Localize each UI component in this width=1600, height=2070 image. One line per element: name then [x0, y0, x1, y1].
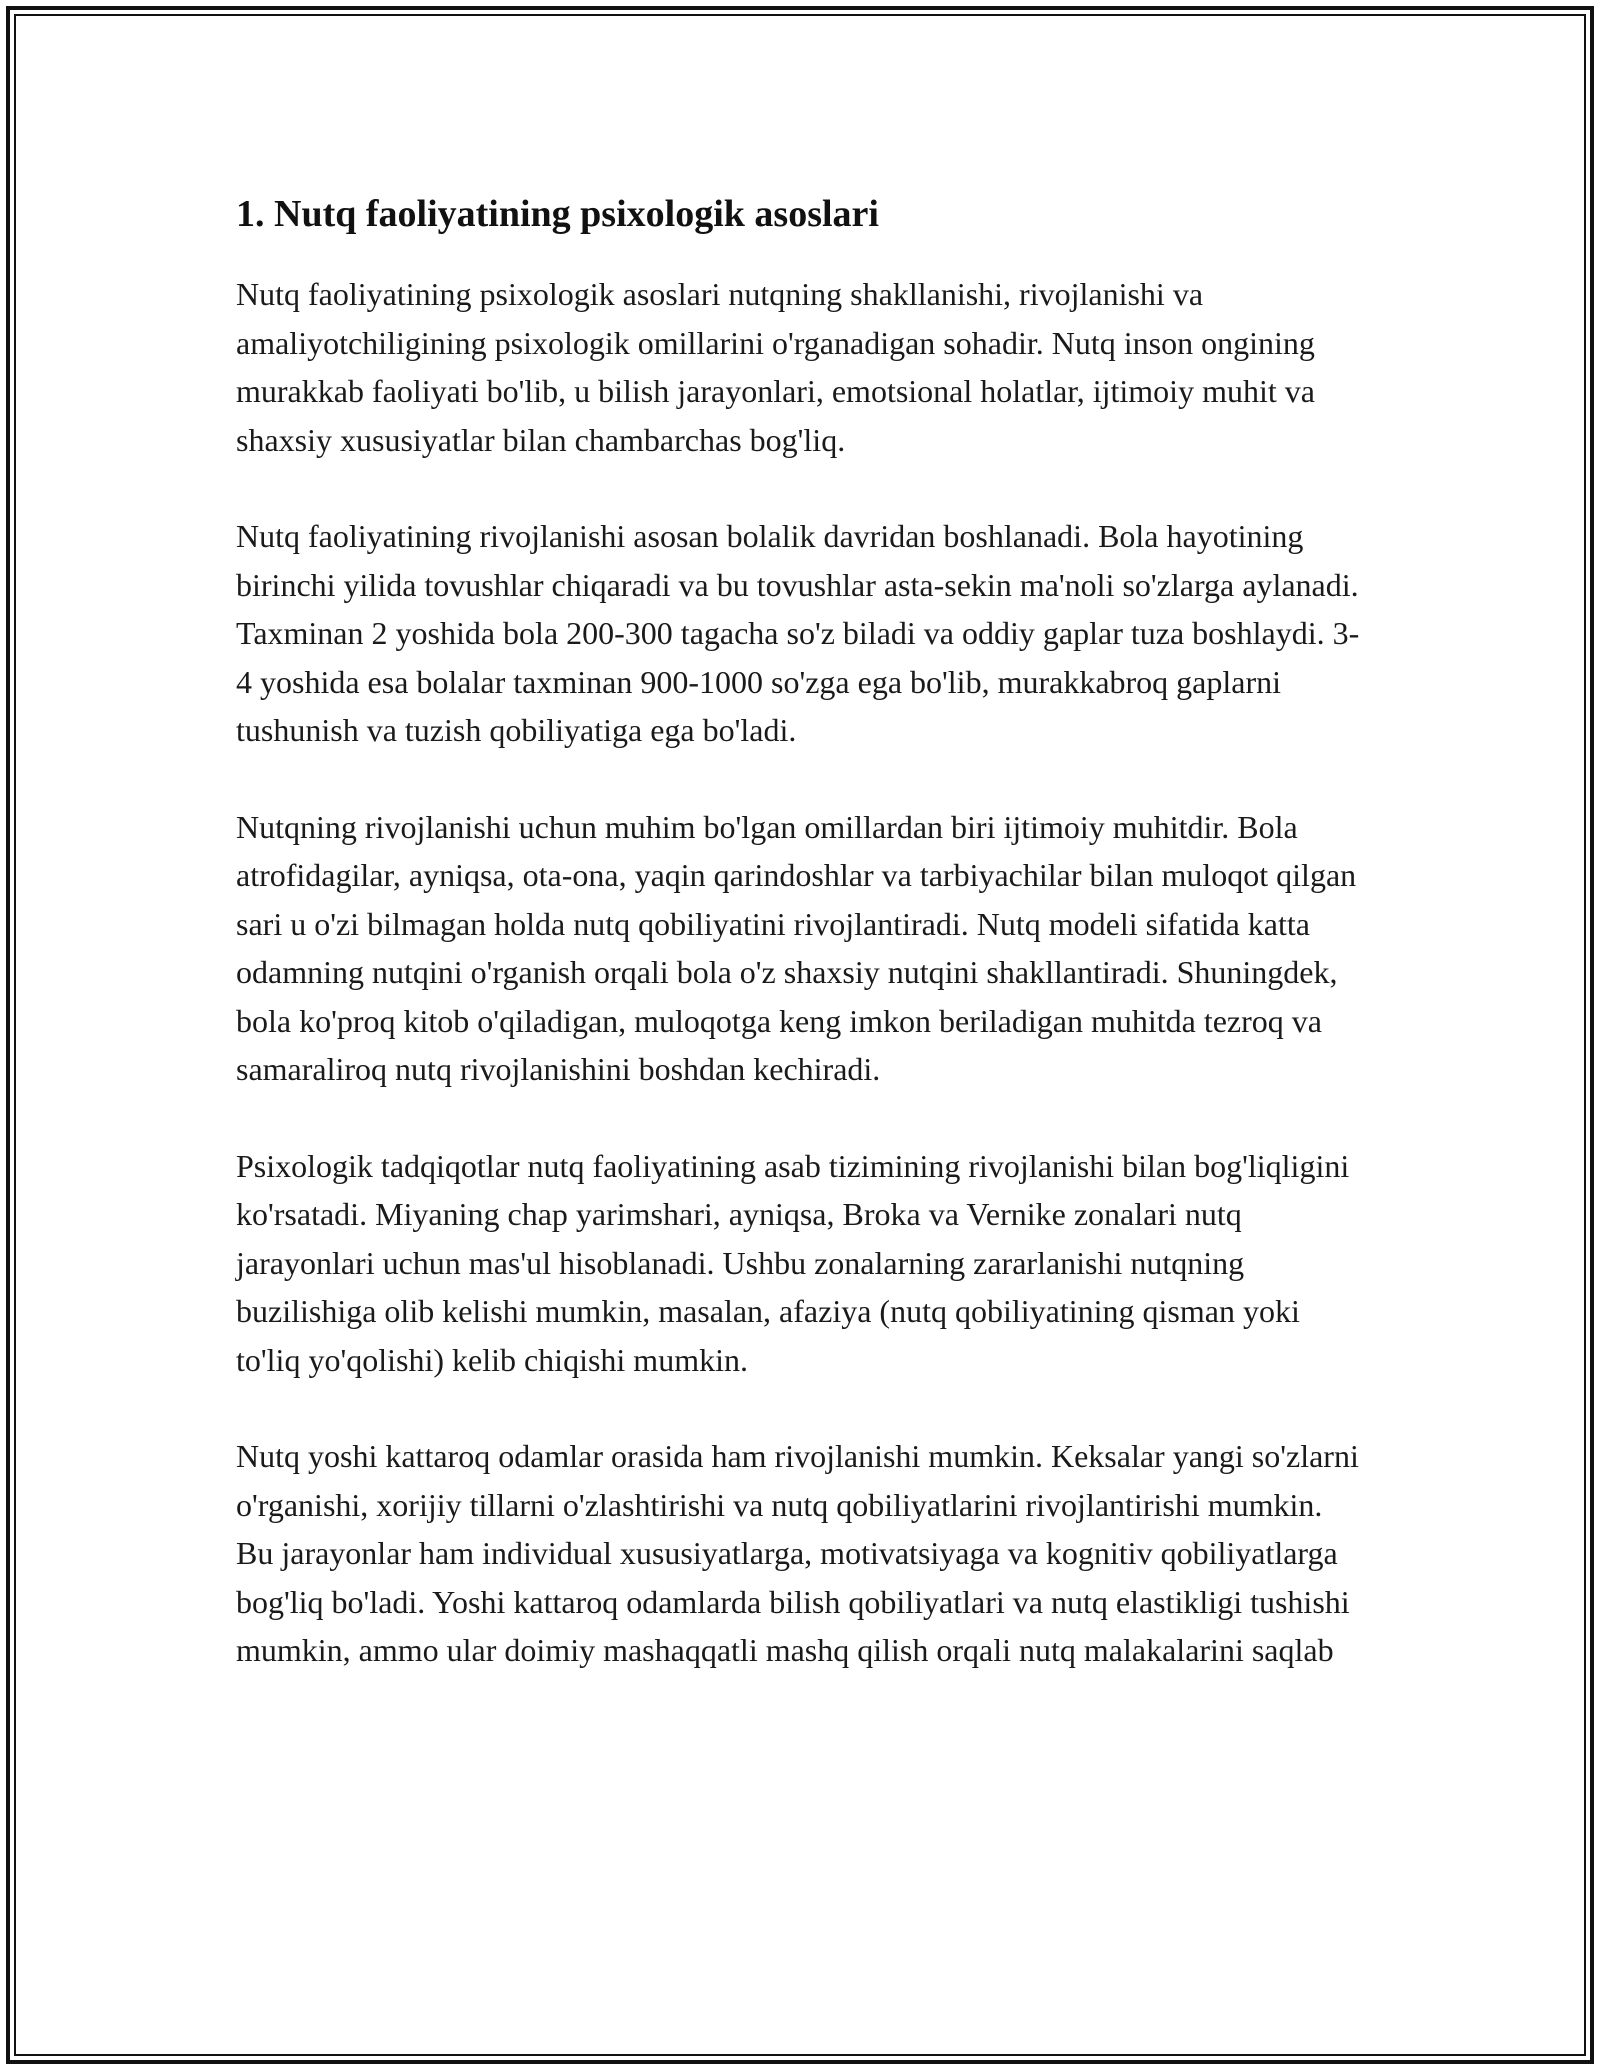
paragraph-3: Nutqning rivojlanishi uchun muhim bo'lgan omillardan biri ijtimoiy muhitdir. Bola atrofidagilar, ayniqsa, ota-ona, yaqin qarindoshlar va tarbiyachilar bilan muloqot qilgan sari u o'zi bilmagan holda nutq qobiliyatini rivojlantiradi. Nutq modeli sifatida katta odamning nutqini o'rganish orqali bola o'z shaxsiy nutqini shakllantiradi. Shuningdek, bola ko'proq kitob o'qiladigan, muloqotga keng imkon beriladigan muhitda tezroq va samaraliroq nutq rivojlanishini boshdan kechiradi.	[236, 808, 1357, 1087]
paragraph-4: Psixologik tadqiqotlar nutq faoliyatining asab tizimining rivojlanishi bilan bog'liqligini ko'rsatadi. Miyaning chap yarimshari, ayniqsa, Broka va Vernike zonalari nutq jarayonlari uchun mas'ul hisoblanadi. Ushbu zonalarning zararlanishi nutqning buzilishiga olib kelishi mumkin, masalan, afaziya (nutq qobiliyatining qisman yoki to'liq yo'qolishi) kelib chiqishi mumkin.	[236, 1147, 1350, 1378]
document-body	[236, 188, 1366, 1723]
section-heading: 1. Nutq faoliyatining psixologik asoslari	[236, 193, 879, 235]
paragraph-2: Nutq faoliyatining rivojlanishi asosan bolalik davridan boshlanadi. Bola hayotining birinchi yilida tovushlar chiqaradi va bu tovushlar asta-sekin ma'noli so'zlarga aylanadi. Taxminan 2 yoshida bola 200-300 tagacha so'z biladi va oddiy gaplar tuza boshlaydi. 3-4 yoshida esa bolalar taxminan 900-1000 so'zga ega bo'lib, murakkabroq gaplarni tushunish va tuzish qobiliyatiga ega bo'ladi.	[236, 518, 1360, 748]
paragraph-5: Nutq yoshi kattaroq odamlar orasida ham rivojlanishi mumkin. Keksalar yangi so'zlarni o'rganishi, xorijiy tillarni o'zlashtirishi va nutq qobiliyatlarini rivojlantirishi mumkin. Bu jarayonlar ham individual xususiyatlarga, motivatsiyaga va kognitiv qobiliyatlarga bog'liq bo'ladi. Yoshi kattaroq odamlarda bilish qobiliyatlari va nutq elastikligi tushishi mumkin, ammo ular doimiy mashaqqatli mashq qilish orqali nutq malakalarini saqlab	[236, 1438, 1359, 1668]
paragraph-1: Nutq faoliyatining psixologik asoslari nutqning shakllanishi, rivojlanishi va amaliyotchiligining psixologik omillarini o'rganadigan sohadir. Nutq inson ongining murakkab faoliyati bo'lib, u bilish jarayonlari, emotsional holatlar, ijtimoiy muhit va shaxsiy xususiyatlar bilan chambarchas bog'liq.	[236, 276, 1315, 458]
